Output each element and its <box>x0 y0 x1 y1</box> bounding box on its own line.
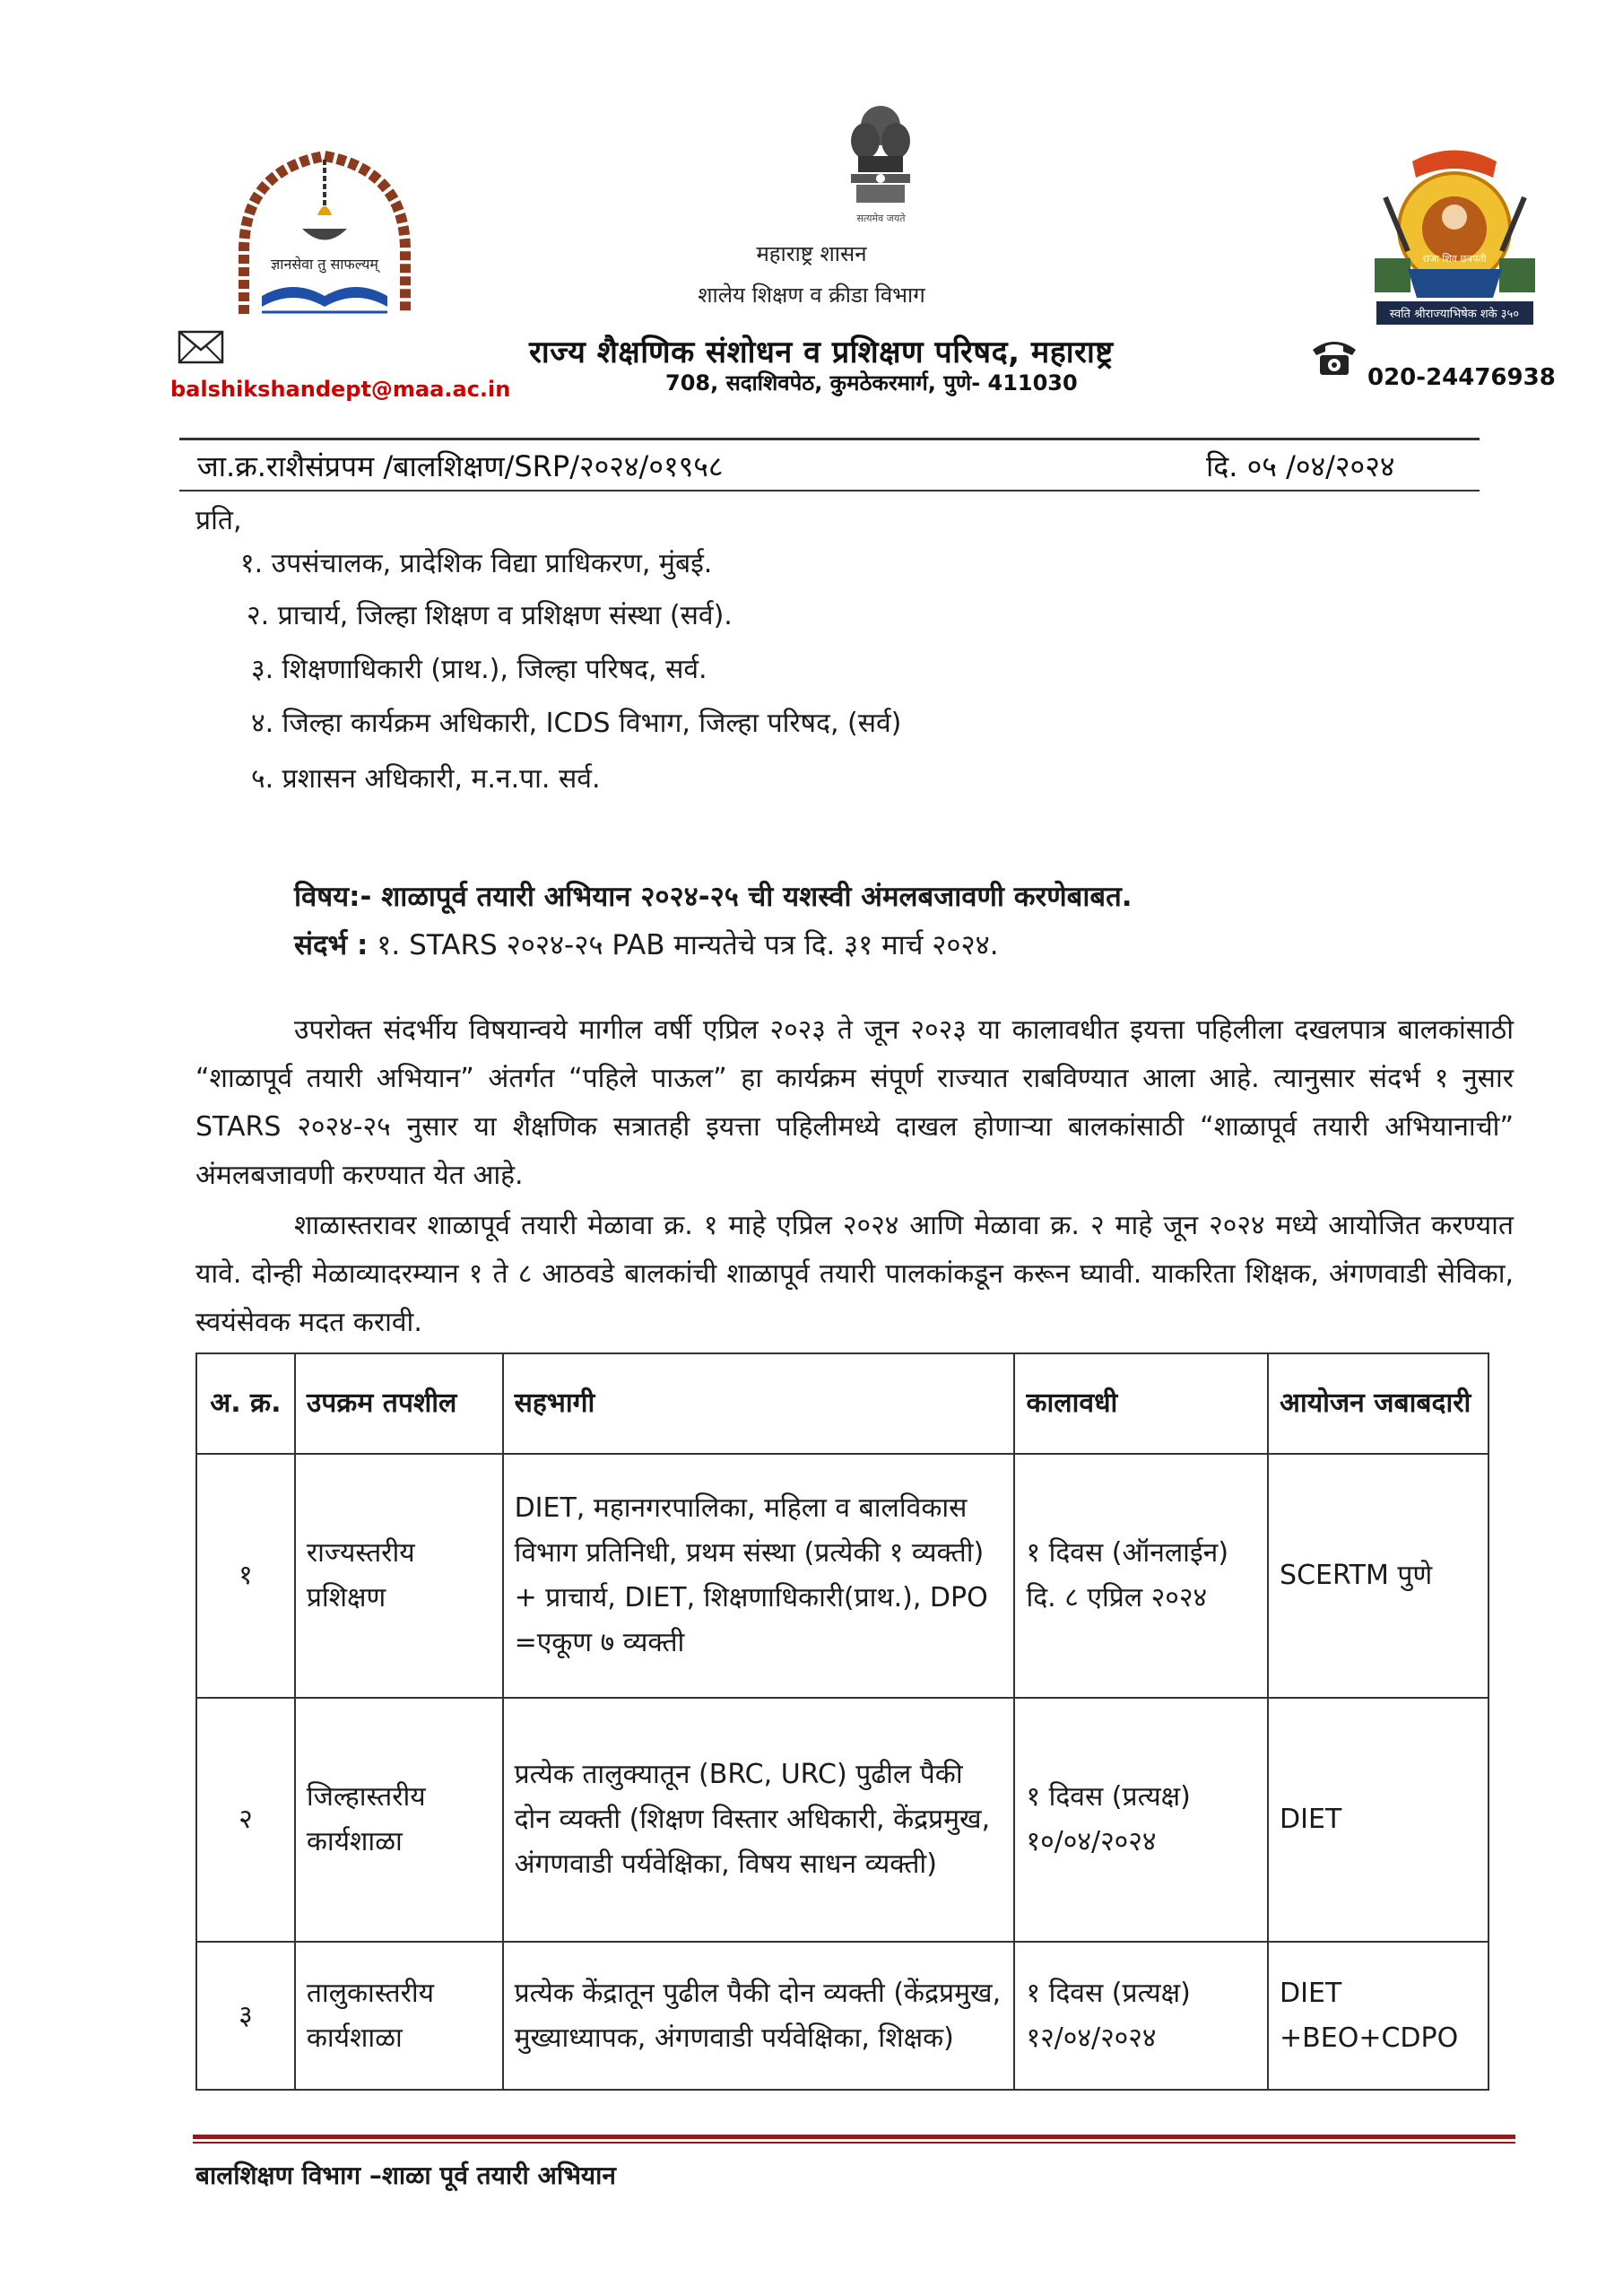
header-participants: सहभागी <box>503 1353 1015 1454</box>
national-emblem-icon <box>838 100 924 217</box>
letter-subject: विषय:- शाळापूर्व तयारी अभियान २०२४-२५ ची यशस्वी अंमलबजावणी करणेबाबत. <box>294 881 1133 913</box>
header-serial-number: अ. क्र. <box>196 1353 295 1454</box>
cell-organizer: DIET <box>1268 1698 1488 1942</box>
recipient-item: ३. शिक्षणाधिकारी (प्राथ.), जिल्हा परिषद, सर्व. <box>251 654 707 685</box>
reference-number: जा.क्र.राशैसंप्रपम /बालशिक्षण/SRP/२०२४/०१९५८ <box>197 449 724 483</box>
contact-phone[interactable]: 020-24476938 <box>1367 364 1556 391</box>
header-divider <box>179 438 1480 440</box>
body-paragraph-2: शाळास्तरावर शाळापूर्व तयारी मेळावा क्र. १ माहे एप्रिल २०२४ आणि मेळावा क्र. २ माहे जून २०२४ मध्ये आयोजित करण्यात यावे. दोन्ही मेळाव्यादरम्यान १ ते ८ आठवडे बालकांची शाळापूर्व तयारी पालकांकडून करून घ्यावी. याकरिता शिक्षक, अंगणवाडी सेविका, स्वयंसेवक मदत करावी. <box>195 1210 1514 1338</box>
activity-schedule-table <box>195 1352 1489 2091</box>
recipient-item: २. प्राचार्य, जिल्हा शिक्षण व प्रशिक्षण संस्था (सर्व). <box>247 600 733 631</box>
recipient-item: ५. प्रशासन अधिकारी, म.न.पा. सर्व. <box>251 763 601 795</box>
cell-serial-number: २ <box>196 1698 295 1942</box>
reference-divider <box>179 490 1480 491</box>
cell-activity: राज्यस्तरीय प्रशिक्षण <box>295 1454 503 1698</box>
recipient-item: १. उपसंचालक, प्रादेशिक विद्या प्राधिकरण, मुंबई. <box>240 548 713 579</box>
left-logo-motto: ज्ञानसेवा तु साफल्यम् <box>271 256 378 273</box>
reference-text: १. STARS २०२४-२५ PAB मान्यतेचे पत्र दि. ३१ मार्च २०२४. <box>368 929 999 961</box>
right-logo-top-text: राजा शिव छत्रपती <box>1422 253 1487 265</box>
department-name: शालेय शिक्षण व क्रीडा विभाग <box>698 283 925 308</box>
cell-duration: १ दिवस (ऑनलाईन) दि. ८ एप्रिल २०२४ <box>1014 1454 1268 1698</box>
cell-serial-number: १ <box>196 1454 295 1698</box>
cell-duration: १ दिवस (प्रत्यक्ष) १२/०४/२०२४ <box>1014 1942 1268 2090</box>
mail-icon <box>178 330 224 364</box>
body-paragraph-1: उपरोक्त संदर्भीय विषयान्वये मागील वर्षी एप्रिल २०२३ ते जून २०२३ या कालावधीत इयत्ता पहिलीला दखलपात्र बालकांसाठी “शाळापूर्व तयारी अभियान” अंतर्गत “पहिले पाऊल” हा कार्यक्रम संपूर्ण राज्यात राबविण्यात आला आहे. त्यानुसार संदर्भ १ नुसार STARS २०२४-२५ नुसार या शैक्षणिक सत्रातही इयत्ता पहिलीमध्ये दाखल होणाऱ्या बालकांसाठी “शाळापूर्व तयारी अभियानाची” अंमलबजावणी करण्यात येत आहे. <box>195 1014 1514 1191</box>
cell-organizer: DIET +BEO+CDPO <box>1268 1942 1488 2090</box>
letter-reference <box>294 926 999 963</box>
cell-participants: प्रत्येक तालुक्यातून (BRC, URC) पुढील पैकी दोन व्यक्ती (शिक्षण विस्तार अधिकारी, केंद्रप्रमुख, अंगणवाडी पर्यवेक्षिका, विषय साधन व्यक्ती) <box>503 1698 1015 1942</box>
phone-icon <box>1309 337 1359 378</box>
cell-participants: प्रत्येक केंद्रातून पुढील पैकी दोन व्यक्ती (केंद्रप्रमुख, मुख्याध्यापक, अंगणवाडी पर्यवेक्षिका, शिक्षक) <box>503 1942 1015 2090</box>
cell-participants: DIET, महानगरपालिका, महिला व बालविकास विभाग प्रतिनिधी, प्रथम संस्था (प्रत्येकी १ व्यक्ती) + प्राचार्य, DIET, शिक्षणाधिकारी(प्राथ.), DPO =एकूण ७ व्यक्ती <box>503 1454 1015 1698</box>
header-organizer: आयोजन जबाबदारी <box>1268 1353 1488 1454</box>
to-label: प्रति, <box>195 505 242 536</box>
footer-text: बालशिक्षण विभाग –शाळा पूर्व तयारी अभियान <box>195 2161 616 2190</box>
recipient-item: ४. जिल्हा कार्यक्रम अधिकारी, ICDS विभाग, जिल्हा परिषद, (सर्व) <box>251 708 902 739</box>
government-name: महाराष्ट्र शासन <box>756 241 867 266</box>
cell-activity: जिल्हास्तरीय कार्यशाळा <box>295 1698 503 1942</box>
organization-address: 708, सदाशिवपेठ, कुमठेकरमार्ग, पुणे- 411030 <box>665 370 1078 396</box>
letter-date: दि. ०५ /०४/२०२४ <box>1206 449 1395 483</box>
cell-duration: १ दिवस (प्रत्यक्ष) १०/०४/२०२४ <box>1014 1698 1268 1942</box>
header-duration: कालावधी <box>1014 1353 1268 1454</box>
cell-activity: तालुकास्तरीय कार्यशाळा <box>295 1942 503 2090</box>
table-row <box>196 1454 1488 1698</box>
cell-organizer: SCERTM पुणे <box>1268 1454 1488 1698</box>
right-logo-banner: स्वति श्रीराज्याभिषेक शके ३५० <box>1389 308 1520 321</box>
emblem-motto: सत्यमेव जयते <box>856 213 906 224</box>
organization-title: राज्य शैक्षणिक संशोधन व प्रशिक्षण परिषद, महाराष्ट्र <box>529 335 1114 370</box>
header-activity: उपक्रम तपशील <box>295 1353 503 1454</box>
footer-divider <box>193 2135 1515 2139</box>
table-row <box>196 1942 1488 2090</box>
cell-serial-number: ३ <box>196 1942 295 2090</box>
contact-email[interactable]: balshikshandept@maa.ac.in <box>170 377 511 402</box>
table-header-row <box>196 1353 1488 1454</box>
table-row <box>196 1698 1488 1942</box>
footer-divider-thin <box>193 2142 1515 2144</box>
reference-label: संदर्भ : <box>294 929 369 961</box>
